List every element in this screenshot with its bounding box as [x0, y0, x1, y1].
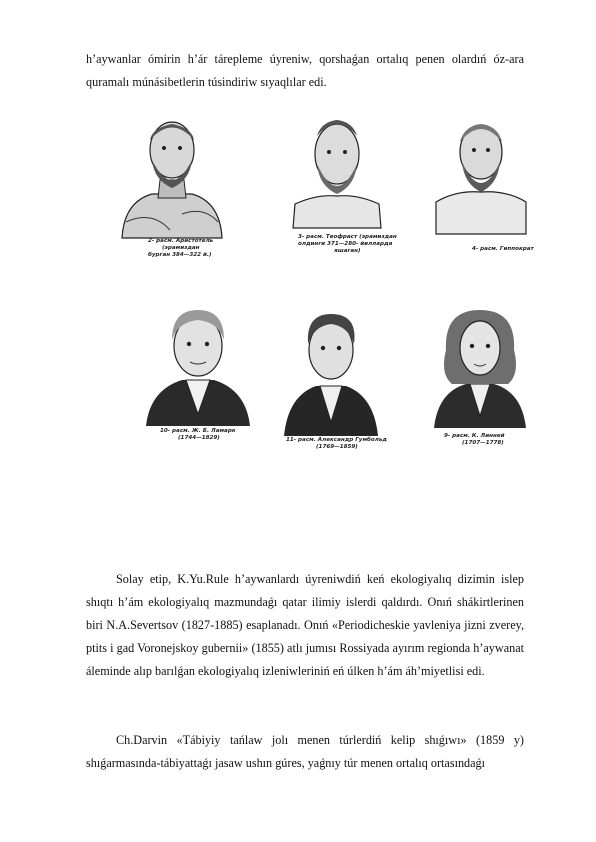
portrait-linnaeus	[424, 304, 536, 428]
caption-line: (1707—1778)	[462, 440, 504, 446]
caption-line: 11- расм. Александр Гумбольд	[286, 437, 387, 443]
portrait-engraving-icon	[424, 304, 536, 428]
portrait-humboldt	[276, 304, 386, 436]
figure-caption	[148, 238, 213, 259]
figure-caption	[160, 428, 236, 442]
figure-caption	[472, 246, 534, 253]
caption-line: 3- расм. Теофраст (эрамиздан	[298, 234, 397, 240]
caption-line: (эрамиздан	[162, 245, 200, 251]
bust-illustration-icon	[112, 110, 232, 240]
caption-line: 2- расм. Аристотель	[148, 238, 214, 244]
bust-illustration-icon	[432, 112, 530, 236]
figure-caption	[298, 234, 397, 255]
caption-line: яшаган)	[334, 248, 361, 254]
portrait-lamarck	[132, 304, 264, 426]
caption-line: бурган 384—322 й.)	[148, 252, 212, 258]
figure-caption	[286, 437, 387, 451]
portrait-engraving-icon	[132, 304, 264, 426]
caption-line: 4- расм. Гиппократ	[472, 246, 534, 252]
caption-line: 9- расм. К. Линней	[444, 433, 505, 439]
caption-line: (1769—1859)	[316, 444, 358, 450]
bust-illustration-icon	[287, 112, 387, 230]
portrait-hippocrates	[432, 112, 530, 236]
portrait-theophrastus	[287, 112, 387, 230]
caption-line: 10- расм. Ж. Б. Ламарк	[160, 428, 236, 434]
caption-line: олдинги 371—280- йилларда	[298, 241, 393, 247]
figure-caption	[444, 433, 505, 447]
body-paragraph: Solay etip, K.Yu.Rule h’aywanlardı úyreniwdiń keń ekologiyalıq dizimin islep shıqtı h’ám ekologiyalıq mazmundaǵı qatar ilimiy islerdi qaldırdı. Onıń shákirtlerinen biri N.A.Severtsov (1827-1885) esaplanadı. Onıń «Periodicheskie yavleniya jizni zverey, ptits i gad Voronejskoy gubernii» (1855) atlı jumısı Rossiyada ayırım regionda h’aywanat áleminde alıp barılǵan ekologiyalıq izleniwleriniń eń úlken h’ám áh’miyetlisi edi.	[86, 572, 524, 678]
portrait-engraving-icon	[276, 304, 386, 436]
intro-paragraph: h’aywanlar ómirin h’ár tárepleme úyreniw, qorshaǵan ortalıq penen olardıń óz-ara quramalı múnásibetlerin túsindiriw sıyaqlılar edi.	[86, 52, 524, 89]
portrait-aristotle	[112, 110, 232, 240]
caption-line: (1744—1829)	[178, 435, 220, 441]
body-paragraph: Ch.Darvin «Tábiyiy tańlaw jolı menen túrlerdiń kelip shıǵıwı» (1859 y) shıǵarmasında-tábiyattaǵı jasaw ushın gúres, yaǵnıy túr menen ortalıq ortasındaǵı	[86, 733, 524, 770]
